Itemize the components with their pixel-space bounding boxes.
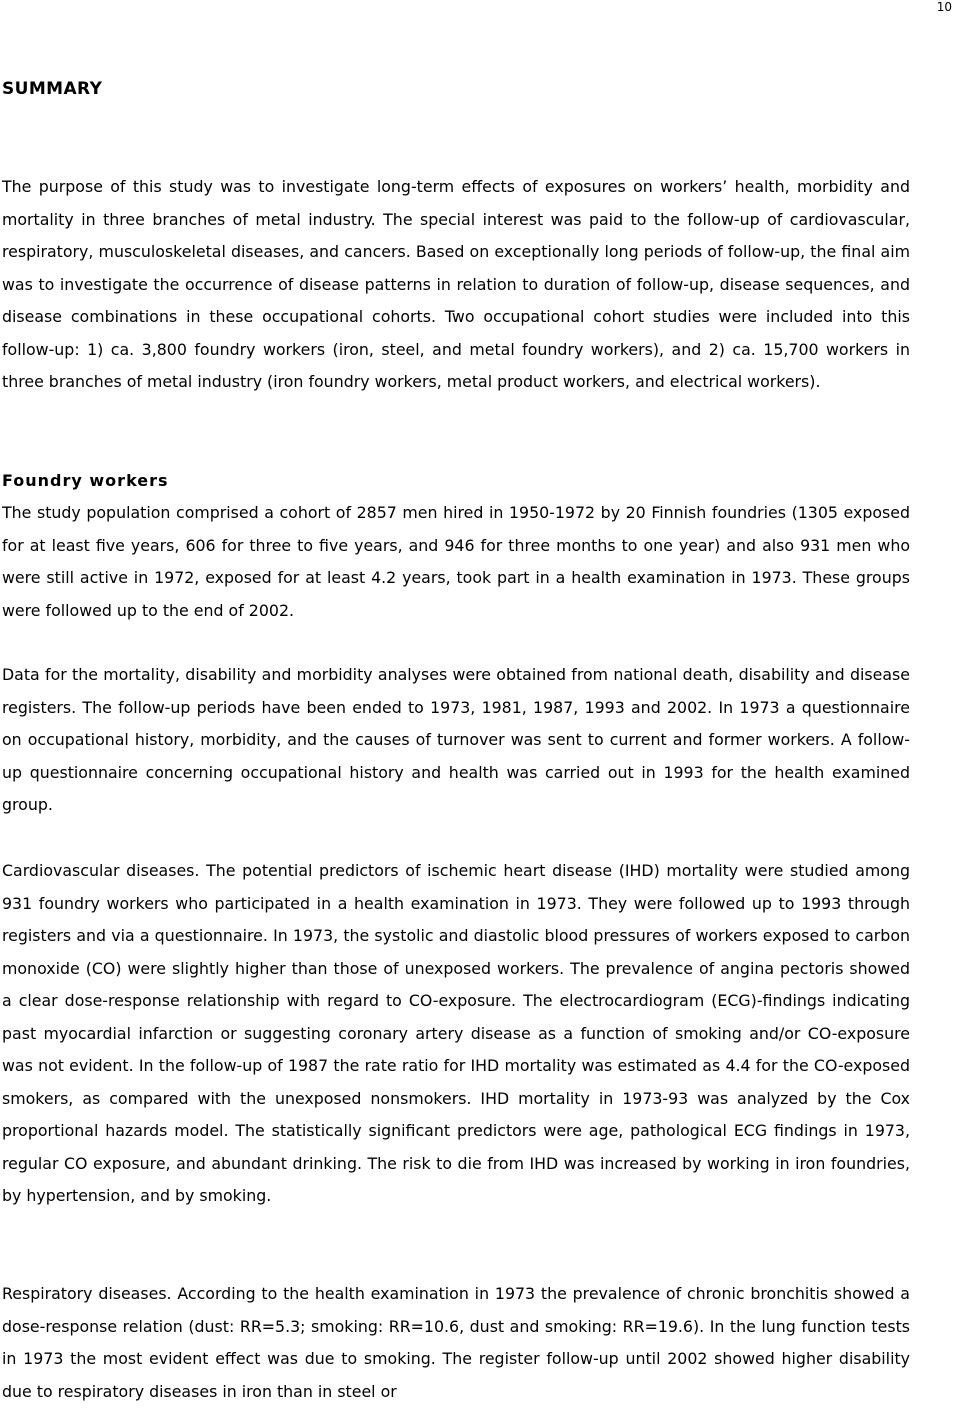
respiratory-paragraph: Respiratory diseases. According to the health examination in 1973 the prevalence of chronic bronchitis showed a dose-response relation (dust: RR=5.3; smoking: RR=10.6, dust and smoking: RR=19.6). In the lung function tests in 1973 the most evident effect was due to smoking. The register follow-up until 2002 showed higher disability due to respiratory diseases in iron than in steel or: [2, 1284, 910, 1401]
study-population-paragraph: The study population comprised a cohort of 2857 men hired in 1950-1972 by 20 Finnish foundries (1305 exposed for at least five years, 606 for three to five years, and 946 for three months to one year) and also 931 men who were still active in 1972, exposed for at least 4.2 years, took part in a health examination in 1973. These groups were followed up to the end of 2002.: [2, 503, 910, 620]
cardiovascular-paragraph: Cardiovascular diseases. The potential predictors of ischemic heart disease (IHD) mortality were studied among 931 foundry workers who participated in a health examination in 1973. They were followed up to 1993 through registers and via a questionnaire. In 1973, the systolic and diastolic blood pressures of workers exposed to carbon monoxide (CO) were slightly higher than those of unexposed workers. The prevalence of angina pectoris showed a clear dose-response relationship with regard to CO-exposure. The electrocardiogram (ECG)-findings indicating past myocardial infarction or suggesting coronary artery disease as a function of smoking and/or CO-exposure was not evident. In the follow-up of 1987 the rate ratio for IHD mortality was estimated as 4.4 for the CO-exposed smokers, as compared with the unexposed nonsmokers. IHD mortality in 1973-93 was analyzed by the Cox proportional hazards model. The statistically significant predictors were age, pathological ECG findings in 1973, regular CO exposure, and abundant drinking. The risk to die from IHD was increased by working in iron foundries, by hypertension, and by smoking.: [2, 861, 910, 1205]
foundry-workers-heading: Foundry workers: [2, 471, 169, 490]
page-number: 10: [936, 0, 952, 14]
summary-heading: SUMMARY: [2, 79, 103, 99]
intro-paragraph: The purpose of this study was to investigate long-term effects of exposures on workers’ health, morbidity and mortality in three branches of metal industry. The special interest was paid to the follow-up of cardiovascular, respiratory, musculoskeletal diseases, and cancers. Based on exceptionally long periods of follow-up, the final aim was to investigate the occurrence of disease patterns in relation to duration of follow-up, disease sequences, and disease combinations in these occupational cohorts. Two occupational cohort studies were included into this follow-up: 1) ca. 3,800 foundry workers (iron, steel, and metal foundry workers), and 2) ca. 15,700 workers in three branches of metal industry (iron foundry workers, metal product workers, and electrical workers).: [2, 177, 910, 391]
data-sources-paragraph: Data for the mortality, disability and morbidity analyses were obtained from national death, disability and disease registers. The follow-up periods have been ended to 1973, 1981, 1987, 1993 and 2002. In 1973 a questionnaire on occupational history, morbidity, and the causes of turnover was sent to current and former workers. A follow-up questionnaire concerning occupational history and health was carried out in 1993 for the health examined group.: [2, 665, 910, 814]
